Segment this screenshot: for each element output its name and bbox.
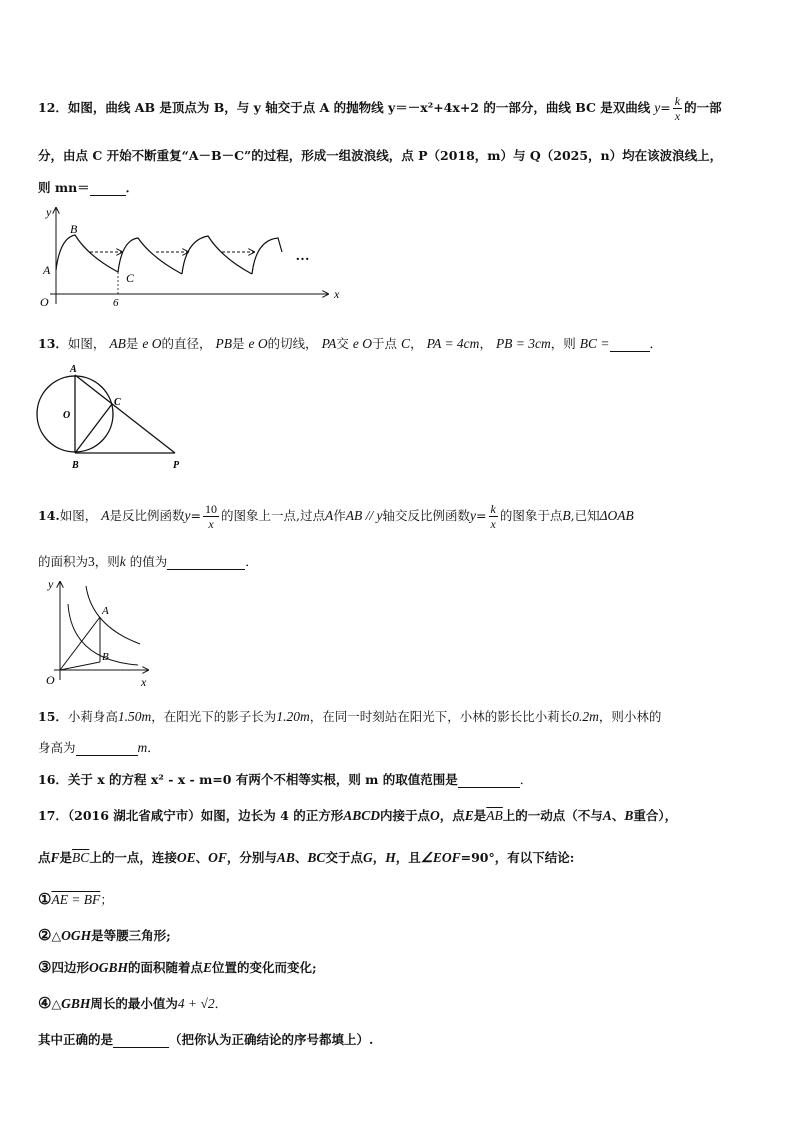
q14-ab-parallel: AB // y xyxy=(345,508,383,523)
q17-of: OF xyxy=(208,850,227,865)
q17-final-text: （把你认为正确结论的序号都填上）. xyxy=(169,1032,374,1047)
q17-c1-end: ； xyxy=(100,892,113,907)
q14-y1: y xyxy=(184,508,191,523)
q12-wave-figure xyxy=(30,200,340,310)
q13-pb-eq: PB = 3cm xyxy=(495,336,551,351)
q13-t2: 是 xyxy=(125,336,139,351)
q17-o: O xyxy=(429,808,440,823)
q14-curve-outer xyxy=(86,586,140,644)
q17-c1-formula: AE = BF xyxy=(51,892,101,907)
q12-label-x: x xyxy=(334,287,340,301)
q12-end: ． xyxy=(125,180,139,195)
q15-end: ． xyxy=(147,740,160,755)
q13-t3: 的直径， xyxy=(161,336,212,351)
q12-var-y: y xyxy=(654,100,661,115)
q14-segment-OB xyxy=(60,662,100,670)
q13-circle-3: e O xyxy=(352,336,373,351)
q15-t2: ，在阳光下的影子长为 xyxy=(151,709,277,724)
q14-fraction-2 xyxy=(489,502,498,531)
q17-c4-number: ④ xyxy=(38,994,52,1012)
q17-c1-number: ① xyxy=(38,890,52,908)
q17-l2g: 交于点 xyxy=(325,850,363,865)
q12-label-y: y xyxy=(46,205,52,219)
q14-end: ． xyxy=(245,554,258,569)
q14-frac1-den: x xyxy=(208,517,214,531)
q14-frac1-num: 10 xyxy=(205,502,217,516)
q14-eq2: = xyxy=(476,508,487,523)
q17-b: B xyxy=(624,808,634,823)
q15-diff: 0.2m xyxy=(572,709,599,724)
q14-l2b: ，则 xyxy=(94,554,120,569)
q12-text: 如图，曲线 AB 是顶点为 B，与 y 轴交于点 A 的抛物线 y＝－x²+4x+2 的一部分，曲线 BC 是双曲线 xyxy=(67,100,651,115)
q12-eq: = xyxy=(660,100,671,115)
q13-t10: ，则 xyxy=(550,336,576,351)
q14-t4: 作 xyxy=(333,508,346,523)
q15-height: 1.50m xyxy=(117,709,152,724)
q17-conclusion-2 xyxy=(38,926,171,944)
q12-line1 xyxy=(38,94,722,123)
q13-answer-blank xyxy=(610,336,650,352)
q13-t8: ， xyxy=(410,336,423,351)
q15-t3: ，在同一时刻站在阳光下，小林的影长比小莉长 xyxy=(309,709,573,724)
q14-label-x: x xyxy=(141,675,147,689)
q12-label-B: B xyxy=(70,222,78,236)
q12-line2: 分，由点 C 开始不断重复“A－B－C”的过程，形成一组波浪线，点 P（2018，m）与 Q（2025，n）均在该波浪线上， xyxy=(38,148,723,163)
q12-line3 xyxy=(38,178,138,196)
q14-t5: 轴交反比例函数 xyxy=(382,508,471,523)
q17-line1 xyxy=(38,806,677,824)
q15-shadow: 1.20m xyxy=(276,709,310,724)
q17-l2c: 上的一点，连接 xyxy=(89,850,177,865)
q14-l2c: 的值为 xyxy=(129,554,168,569)
q17-l2b: 是 xyxy=(59,850,73,865)
q16-number: 16． xyxy=(38,772,68,787)
q14-t1: 如图， xyxy=(59,508,98,523)
q17-l2e: ，分别与 xyxy=(226,850,277,865)
q17-l2d: 、 xyxy=(195,850,209,865)
q13-line1 xyxy=(38,334,662,352)
q12-label-six: 6 xyxy=(113,297,119,309)
q14-k2: k xyxy=(119,554,126,569)
q13-pa-eq: PA = 4cm xyxy=(426,336,480,351)
q15-answer-blank xyxy=(76,740,138,756)
q17-conclusion-3 xyxy=(38,958,317,976)
q15-t1: 小莉身高 xyxy=(67,709,118,724)
q14-y2: y xyxy=(470,508,477,523)
q13-t7: 于点 xyxy=(372,336,398,351)
q17-conclusion-4 xyxy=(38,994,227,1012)
q15-line2 xyxy=(38,738,160,756)
q17-l2i: ，且 xyxy=(395,850,421,865)
q13-bc-eq: BC = xyxy=(579,336,610,351)
q17-t4: 是 xyxy=(473,808,487,823)
q15-number: 15． xyxy=(38,709,68,724)
q14-line2 xyxy=(38,552,258,570)
q17-c2-text: 是等腰三角形; xyxy=(91,928,171,943)
q14-segment-OA xyxy=(60,617,100,670)
q17-bc: BC xyxy=(307,850,326,865)
q16-line xyxy=(38,770,532,788)
q14-t6: 的图象于点 xyxy=(499,508,563,523)
q14-line1 xyxy=(38,502,634,531)
q13-circle-2: e O xyxy=(248,336,268,351)
q12-number: 12． xyxy=(38,100,68,115)
q13-t1: 如图， xyxy=(67,336,106,351)
q17-ab: AB xyxy=(276,850,295,865)
q14-frac2-num: k xyxy=(490,502,496,516)
q17-c4-triangle: △ xyxy=(51,996,62,1011)
q14-triangle: ΔOAB xyxy=(599,508,634,523)
q17-c4-text: 周长的最小值为 xyxy=(90,996,178,1011)
q13-label-A: A xyxy=(70,364,77,375)
q17-t2: 内接于点 xyxy=(379,808,430,823)
q13-t9: ， xyxy=(479,336,492,351)
q17-conclusion-1 xyxy=(38,890,113,908)
q13-circle-figure xyxy=(36,362,196,477)
q13-segment-BC xyxy=(75,404,112,453)
q16-end: ． xyxy=(519,772,533,787)
q12-frac-den: x xyxy=(674,109,681,123)
q13-secant-PA xyxy=(75,375,175,453)
q17-c3-name: OGBH xyxy=(88,960,128,975)
q17-c2-name: OGH xyxy=(61,928,92,943)
q14-t2: 是反比例函数 xyxy=(109,508,185,523)
q17-arc-bc: $\overline{BC}$ xyxy=(72,850,90,865)
q12-label-C: C xyxy=(126,271,135,285)
q17-c4-value: 4 + √2 xyxy=(177,996,215,1011)
q14-answer-blank xyxy=(167,554,245,570)
q17-c4-name: GBH xyxy=(61,996,91,1011)
q17-c3-number: ③ xyxy=(38,958,52,976)
q13-circle-1: e O xyxy=(142,336,162,351)
q12-curve-4 xyxy=(252,238,282,274)
q17-t5: 上的一动点（不与 xyxy=(502,808,603,823)
q17-f: F xyxy=(50,850,60,865)
q12-frac-num: k xyxy=(674,94,681,108)
q12-label-O: O xyxy=(40,295,49,309)
q17-final-prompt: 其中正确的是 xyxy=(38,1032,114,1047)
q15-t4: ，则小林的 xyxy=(598,709,662,724)
q13-label-P: P xyxy=(173,460,180,471)
q17-a: A xyxy=(602,808,612,823)
q13-AB: AB xyxy=(109,336,126,351)
q13-number: 13． xyxy=(38,336,68,351)
q17-t6: 、 xyxy=(611,808,625,823)
q14-label-O: O xyxy=(46,673,55,687)
q17-c2-number: ② xyxy=(38,926,52,944)
q14-l2a: 的面积为 xyxy=(38,554,89,569)
q14-label-y: y xyxy=(48,577,54,591)
q13-t6: 交 xyxy=(336,336,349,351)
q14-label-A: A xyxy=(102,605,109,617)
q12-answer-blank xyxy=(90,180,126,196)
q13-label-O: O xyxy=(63,410,71,421)
q14-t3: 的图象上一点,过点 xyxy=(221,508,325,523)
q14-frac2-den: x xyxy=(490,517,496,531)
q12-curve-2 xyxy=(118,238,182,274)
q13-end: ． xyxy=(649,336,663,351)
q12-label-A: A xyxy=(43,263,51,277)
q14-label-B: B xyxy=(102,651,109,663)
q14-eq1: = xyxy=(190,508,201,523)
q13-t5: 的切线， xyxy=(267,336,318,351)
q17-oe: OE xyxy=(176,850,196,865)
q13-PB: PB xyxy=(215,336,233,351)
q17-t1: （2016 湖北省咸宁市）如图，边长为 4 的正方形 xyxy=(67,808,344,823)
q17-angle: ∠EOF xyxy=(420,850,461,865)
q17-c2-triangle: △ xyxy=(51,928,62,943)
q17-l2h: ， xyxy=(372,850,386,865)
q17-c4-end: ． xyxy=(214,996,228,1011)
q16-answer-blank xyxy=(458,772,520,788)
q15-l2: 身高为 xyxy=(38,740,76,755)
q14-fraction-1 xyxy=(203,502,219,531)
q17-number: 17． xyxy=(38,808,68,823)
q13-label-B: B xyxy=(72,460,79,471)
q17-c3-c: 的面积随着点 xyxy=(127,960,203,975)
q14-A2: A xyxy=(324,508,334,523)
q17-c3-a: 四边形 xyxy=(51,960,89,975)
q17-t7: 重合）， xyxy=(633,808,678,823)
q13-t4: 是 xyxy=(232,336,245,351)
q14-hyperbola-figure xyxy=(36,574,166,689)
q15-line1 xyxy=(38,707,661,725)
q12-text-end: 的一部 xyxy=(684,100,722,115)
q17-arc-ab: $\overline{AB}$ xyxy=(486,808,503,823)
q12-ellipsis: … xyxy=(296,249,310,264)
q17-g: G xyxy=(362,850,373,865)
q13-PA: PA xyxy=(321,336,337,351)
q13-C: C xyxy=(401,336,411,351)
q17-e: E xyxy=(464,808,474,823)
q17-t3: ，点 xyxy=(439,808,465,823)
q17-c3-text: 位置的变化而变化; xyxy=(212,960,317,975)
q17-l2f: 、 xyxy=(294,850,308,865)
q12-curve-3 xyxy=(182,236,252,274)
q12-curve-1 xyxy=(56,235,118,272)
q14-three: 3 xyxy=(88,554,95,569)
q12-answer-prompt: 则 mn＝ xyxy=(38,180,90,195)
q16-text: 关于 x 的方程 x² - x - m=0 有两个不相等实根，则 m 的取值范围是 xyxy=(67,772,458,787)
q15-unit: m xyxy=(137,740,148,755)
q17-answer-blank xyxy=(113,1032,169,1048)
q14-number: 14. xyxy=(38,508,60,523)
q17-h: H xyxy=(385,850,396,865)
q17-line2 xyxy=(38,848,574,866)
q14-t7: ,已知 xyxy=(570,508,600,523)
q13-label-C: C xyxy=(114,397,121,408)
q14-A: A xyxy=(101,508,110,523)
q17-l2j: =90°，有以下结论: xyxy=(460,850,575,865)
q17-abcd: ABCD xyxy=(343,808,380,823)
q17-final-line xyxy=(38,1030,373,1048)
q12-fraction xyxy=(673,94,682,123)
q17-l2a: 点 xyxy=(38,850,51,865)
q17-c3-e: E xyxy=(203,960,213,975)
q14-B: B xyxy=(562,508,571,523)
